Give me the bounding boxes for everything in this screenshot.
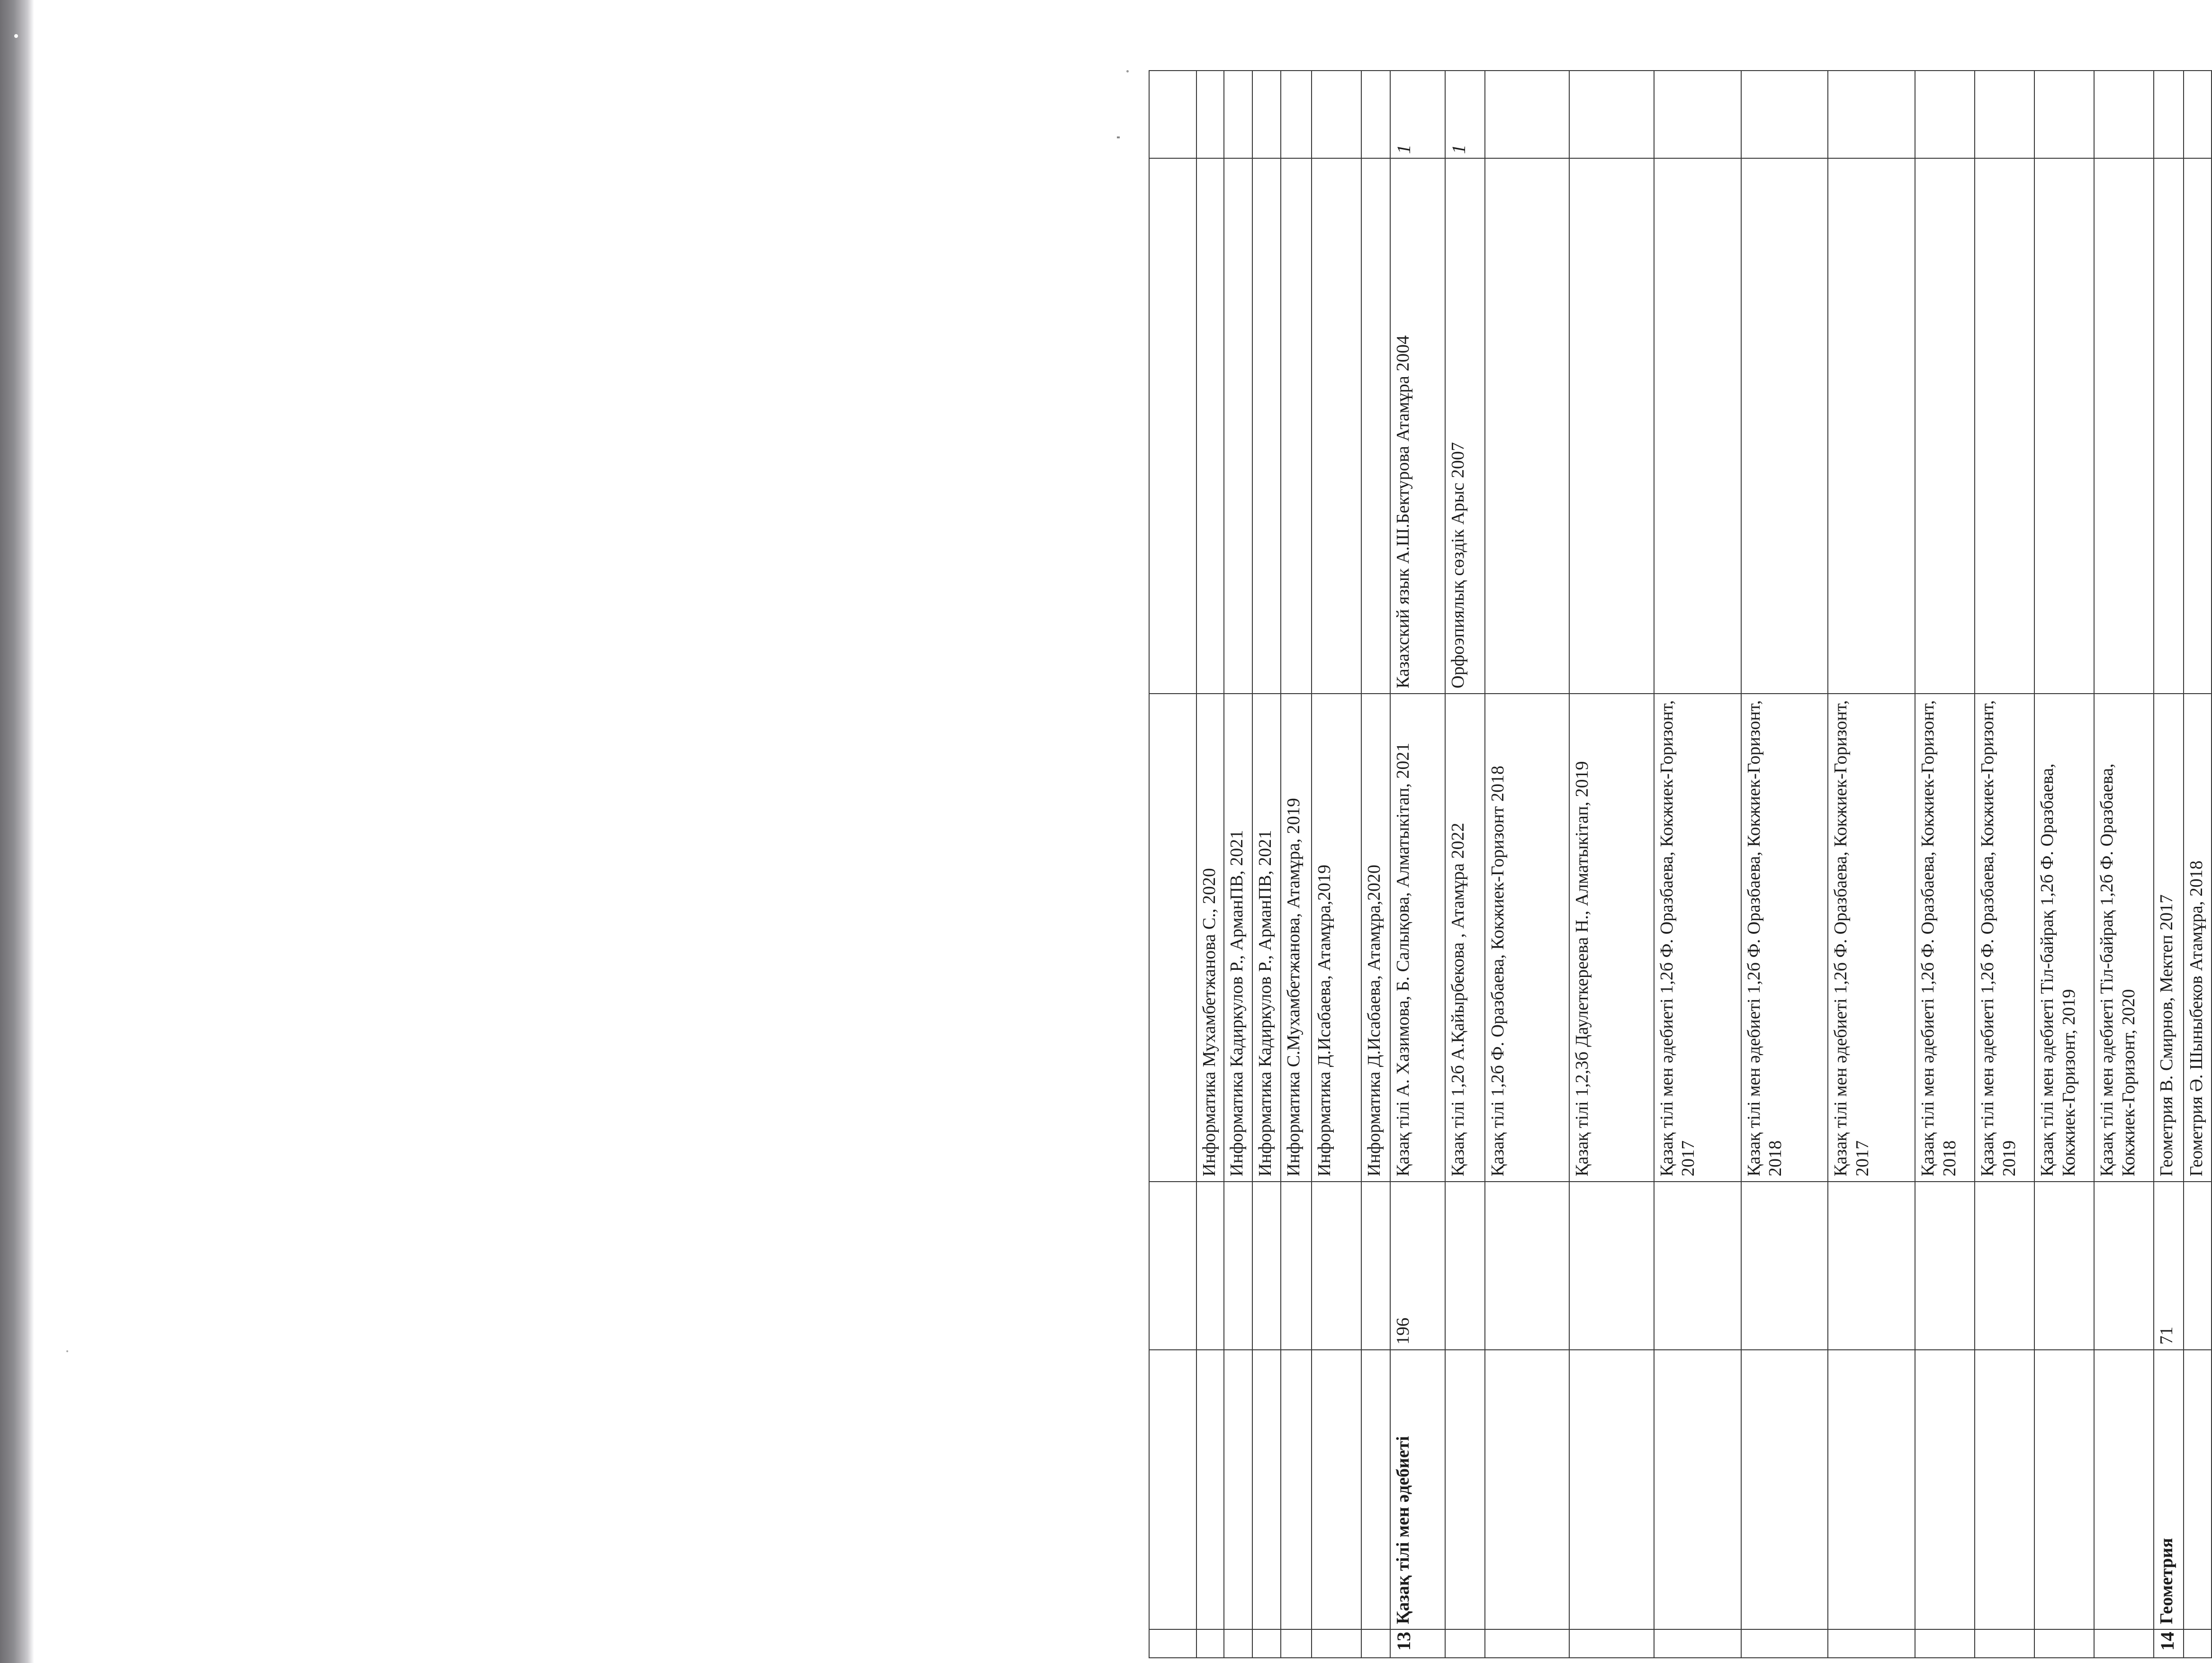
row-number: [2094, 1629, 2154, 1658]
row-number: [1281, 1629, 1312, 1658]
row-number: [1485, 1629, 1570, 1658]
extra-book-cell: [1975, 158, 2034, 694]
extra-book-cell: [1312, 158, 1361, 694]
quantity-cell: [1224, 1182, 1252, 1350]
row-number: [2184, 1629, 2212, 1658]
extra-book-cell: [2094, 158, 2154, 694]
table-row: [1654, 71, 1741, 1658]
row-number: [1975, 1629, 2034, 1658]
row-number: [1312, 1629, 1361, 1658]
subject-cell: [2034, 1350, 2094, 1629]
table-row: [1281, 71, 1312, 1658]
book-cell: Қазақ тілі мен әдебиеті 1,2б Ф. Оразбаева, Кокжиек-Горизонт, 2018: [1915, 694, 1975, 1182]
subject-cell: [1485, 1350, 1570, 1629]
extra-book-cell: [1654, 158, 1741, 694]
extra-book-cell: [2184, 158, 2212, 694]
quantity-cell: [1975, 1182, 2034, 1350]
subject-cell: [1569, 1350, 1654, 1629]
book-cell: Информатика С.Мухамбетжанова, Атамұра, 2019: [1281, 694, 1312, 1182]
row-number: [1361, 1629, 1390, 1658]
subject-cell: [2184, 1350, 2212, 1629]
row-number: [1569, 1629, 1654, 1658]
book-inventory-table: [1149, 70, 2212, 1658]
quantity-cell: [2034, 1182, 2094, 1350]
row-number: [1654, 1629, 1741, 1658]
subject-cell: [1741, 1350, 1828, 1629]
subject-cell: Геометрия: [2154, 1350, 2184, 1629]
quantity-cell: [1485, 1182, 1570, 1350]
book-cell: Қазақ тілі мен әдебиеті 1,2б Ф. Оразбаева, Кокжиек-Горизонт, 2019: [1975, 694, 2034, 1182]
extra-book-cell: [2154, 158, 2184, 694]
subject-cell: [1915, 1350, 1975, 1629]
book-cell: Информатика Кадиркулов Р., АрманПВ, 2021: [1224, 694, 1252, 1182]
subject-cell: [1975, 1350, 2034, 1629]
subject-cell: [2094, 1350, 2154, 1629]
row-number: [1828, 1629, 1915, 1658]
book-cell: Информатика Д.Исабаева, Атамұра,2019: [1312, 694, 1361, 1182]
quantity-cell: [1252, 1182, 1281, 1350]
mark-cell: [1149, 71, 1196, 158]
table-row: [1196, 71, 1224, 1658]
book-cell: Информатика Кадиркулов Р., АрманПВ, 2021: [1252, 694, 1281, 1182]
speck: [1117, 136, 1120, 138]
table-row: [1252, 71, 1281, 1658]
quantity-cell: [1654, 1182, 1741, 1350]
speck: [1126, 70, 1129, 72]
mark-cell: [1281, 71, 1312, 158]
quantity-cell: [1828, 1182, 1915, 1350]
book-cell: Геометрия В. Смирнов, Мектеп 2017: [2154, 694, 2184, 1182]
book-cell: Информатика Д.Исабаева, Атамұра,2020: [1361, 694, 1390, 1182]
table-row: [2154, 71, 2184, 1658]
quantity-cell: [1312, 1182, 1361, 1350]
table-row: [1569, 71, 1654, 1658]
quantity-cell: [1569, 1182, 1654, 1350]
row-number: [1445, 1629, 1485, 1658]
subject-cell: [1654, 1350, 1741, 1629]
quantity-cell: [1149, 1182, 1196, 1350]
mark-cell: [1915, 71, 1975, 158]
table-row: [2034, 71, 2094, 1658]
table-row: [2094, 71, 2154, 1658]
extra-book-cell: [1915, 158, 1975, 694]
book-cell: Геометрия Ә. Шыныбеков Атамұра, 2018: [2184, 694, 2212, 1182]
table-row: [1741, 71, 1828, 1658]
row-number: [1252, 1629, 1281, 1658]
subject-cell: [1312, 1350, 1361, 1629]
row-number: [1224, 1629, 1252, 1658]
table-row: [1828, 71, 1915, 1658]
subject-cell: [1445, 1350, 1485, 1629]
mark-cell: 1: [1390, 71, 1445, 158]
table-row: [1445, 71, 1485, 1658]
quantity-cell: [1361, 1182, 1390, 1350]
scan-edge: [0, 0, 34, 1663]
mark-cell: [1252, 71, 1281, 158]
table-row: [1224, 71, 1252, 1658]
mark-cell: [1741, 71, 1828, 158]
mark-cell: [1654, 71, 1741, 158]
mark-cell: [1312, 71, 1361, 158]
extra-book-cell: [1281, 158, 1312, 694]
book-cell: Қазақ тілі А. Хазимова, Б. Салықова, Алматыкітап, 2021: [1390, 694, 1445, 1182]
row-number: [1741, 1629, 1828, 1658]
book-cell: Қазақ тілі мен әдебиеті 1,2б Ф. Оразбаева, Кокжиек-Горизонт, 2018: [1741, 694, 1828, 1182]
mark-cell: [1196, 71, 1224, 158]
mark-cell: [1828, 71, 1915, 158]
book-cell: Қазақ тілі 1,2б Ф. Оразбаева, Кокжиек-Горизонт 2018: [1485, 694, 1570, 1182]
quantity-cell: [2094, 1182, 2154, 1350]
table-row: [1149, 71, 1196, 1658]
mark-cell: [2154, 71, 2184, 158]
quantity-cell: [2184, 1182, 2212, 1350]
extra-book-cell: [1569, 158, 1654, 694]
subject-cell: [1828, 1350, 1915, 1629]
table-row: [2184, 71, 2212, 1658]
mark-cell: [1975, 71, 2034, 158]
quantity-cell: 196: [1390, 1182, 1445, 1350]
mark-cell: 1: [1445, 71, 1485, 158]
table-row: [1390, 71, 1445, 1658]
book-cell: [1149, 694, 1196, 1182]
subject-cell: [1224, 1350, 1252, 1629]
extra-book-cell: Казахский язык А.Ш.Бектурова Атамұра 2004: [1390, 158, 1445, 694]
quantity-cell: [1445, 1182, 1485, 1350]
mark-cell: [1361, 71, 1390, 158]
mark-cell: [1569, 71, 1654, 158]
extra-book-cell: [1196, 158, 1224, 694]
mark-cell: [1485, 71, 1570, 158]
book-cell: Қазақ тілі мен әдебиеті 1,2б Ф. Оразбаева, Кокжиек-Горизонт, 2017: [1654, 694, 1741, 1182]
extra-book-cell: [1485, 158, 1570, 694]
book-cell: Қазақ тілі 1,2б А.Қайырбекова , Атамұра 2022: [1445, 694, 1485, 1182]
row-number: [1196, 1629, 1224, 1658]
extra-book-cell: [2034, 158, 2094, 694]
rotated-page: [1149, 71, 2212, 1658]
row-number: [1915, 1629, 1975, 1658]
subject-cell: [1252, 1350, 1281, 1629]
row-number: [1149, 1629, 1196, 1658]
subject-cell: [1281, 1350, 1312, 1629]
extra-book-cell: [1149, 158, 1196, 694]
extra-book-cell: [1361, 158, 1390, 694]
book-cell: Қазақ тілі мен әдебиеті Тіл-байрақ 1,2б Ф. Оразбаева, Кокжиек-Горизонт, 2019: [2034, 694, 2094, 1182]
table-row: [1975, 71, 2034, 1658]
quantity-cell: [1281, 1182, 1312, 1350]
table-row: [1312, 71, 1361, 1658]
quantity-cell: 71: [2154, 1182, 2184, 1350]
scan-dot: [14, 34, 18, 38]
subject-cell: [1361, 1350, 1390, 1629]
row-number: 13: [1390, 1629, 1445, 1658]
row-number: [2034, 1629, 2094, 1658]
quantity-cell: [1915, 1182, 1975, 1350]
table-row: [1361, 71, 1390, 1658]
quantity-cell: [1741, 1182, 1828, 1350]
book-cell: Қазақ тілі 1,2,3б Даулеткереева Н., Алматыкітап, 2019: [1569, 694, 1654, 1182]
mark-cell: [2034, 71, 2094, 158]
mark-cell: [2094, 71, 2154, 158]
extra-book-cell: [1828, 158, 1915, 694]
extra-book-cell: [1741, 158, 1828, 694]
book-cell: Қазақ тілі мен әдебиеті Тіл-байрақ 1,2б Ф. Оразбаева, Кокжиек-Горизонт, 2020: [2094, 694, 2154, 1182]
subject-cell: [1196, 1350, 1224, 1629]
speck: [66, 1350, 68, 1352]
table-row: [1485, 71, 1570, 1658]
extra-book-cell: [1252, 158, 1281, 694]
extra-book-cell: Орфоэпиялық сөздік Арыс 2007: [1445, 158, 1485, 694]
book-cell: Қазақ тілі мен әдебиеті 1,2б Ф. Оразбаева, Кокжиек-Горизонт, 2017: [1828, 694, 1915, 1182]
mark-cell: [1224, 71, 1252, 158]
table-row: [1915, 71, 1975, 1658]
extra-book-cell: [1224, 158, 1252, 694]
mark-cell: [2184, 71, 2212, 158]
subject-cell: [1149, 1350, 1196, 1629]
subject-cell: Қазақ тілі мен әдебиеті: [1390, 1350, 1445, 1629]
book-cell: Информатика Мухамбетжанова С., 2020: [1196, 694, 1224, 1182]
quantity-cell: [1196, 1182, 1224, 1350]
row-number: 14: [2154, 1629, 2184, 1658]
